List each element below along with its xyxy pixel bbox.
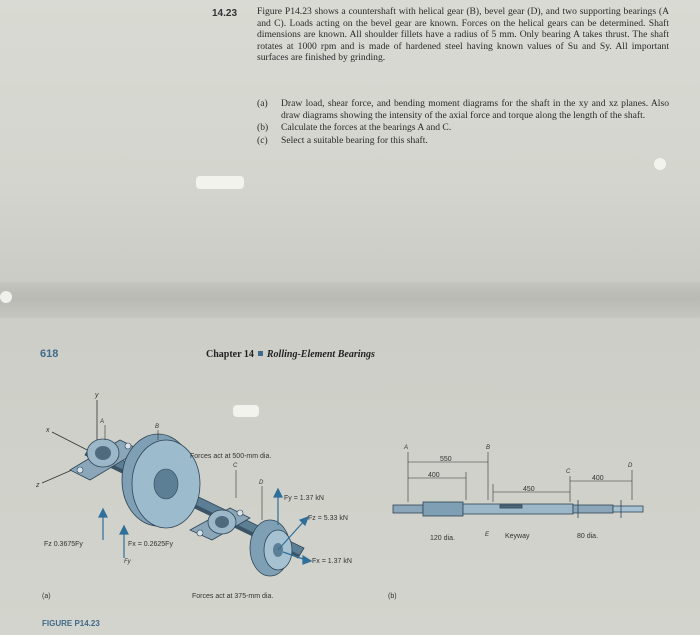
shaft-profile [393, 500, 643, 518]
label-e: E [485, 532, 490, 538]
label-a: A [100, 419, 105, 425]
chapter-title: Rolling-Element Bearings [266, 349, 375, 360]
part-text: Select a suitable bearing for this shaft. [281, 134, 428, 146]
problem-statement: Figure P14.23 shows a countershaft with helical gear (B), bevel gear (D), and two supporting bearings (A and C). Loads acting on the bevel gear are known. Forces on the helical gears can be determined. Shaft dimensions are known. All shoulder fillets have a radius of 5 mm. Only bearing A takes thrust. The shaft rotates at 1000 rpm and is made of hardened steel having known values of Su and Sy. All important surfaces are finished by grinding. [257, 6, 669, 64]
fy-helical-label: Fy [124, 559, 131, 565]
axis-y-label: y [95, 392, 99, 399]
fz-helical-label: Fz 0.3675Fy [44, 541, 83, 548]
figure-caption: FIGURE P14.23 [42, 619, 100, 628]
forces-500-note: Forces act at 500-mm dia. [190, 453, 272, 460]
b-label-a: A [404, 445, 409, 451]
b-label-d: D [628, 463, 633, 469]
chapter-prefix: Chapter 14 [206, 349, 254, 360]
forces-375-note: Forces act at 375-mm dia. [192, 593, 274, 600]
axis-z-label: z [36, 482, 40, 489]
fz-bevel-label: Fz = 5.33 kN [308, 515, 348, 522]
figure-part-b-label: (b) [388, 593, 397, 600]
axis-x-label: x [46, 427, 50, 434]
dim-400-left: 400 [428, 472, 440, 479]
label-d: D [259, 480, 264, 486]
part-label: (c) [257, 134, 268, 146]
fx-helical-label: Fx = 0.2625Fy [128, 541, 173, 548]
dia-120: 120 dia. [430, 535, 455, 542]
part-text: Draw load, shear force, and bending moment diagrams for the shaft in the xy and xz planes. Also draw diagrams showing the intensity of the axial force and torque along the length of the shaft. [281, 98, 669, 121]
dim-450: 450 [523, 486, 535, 493]
part-label: (b) [257, 122, 269, 134]
keyway-label: Keyway [505, 533, 530, 540]
b-label-b: B [486, 445, 491, 451]
part-text: Calculate the forces at the bearings A and C. [281, 122, 452, 134]
dim-550: 550 [440, 456, 452, 463]
keyway-slot [500, 505, 522, 508]
label-c: C [233, 463, 238, 469]
page-number: 618 [40, 348, 59, 360]
dia-80: 80 dia. [577, 533, 599, 540]
dim-400-right: 400 [592, 475, 604, 482]
b-label-c: C [566, 469, 571, 475]
fx-bevel-label: Fx = 1.37 kN [312, 558, 352, 565]
part-label: (a) [257, 98, 268, 109]
problem-number: 14.23 [212, 8, 238, 19]
fy-bevel-label: Fy = 1.37 kN [284, 495, 324, 502]
label-b: B [155, 424, 160, 430]
figure-part-a-label: (a) [42, 593, 51, 600]
